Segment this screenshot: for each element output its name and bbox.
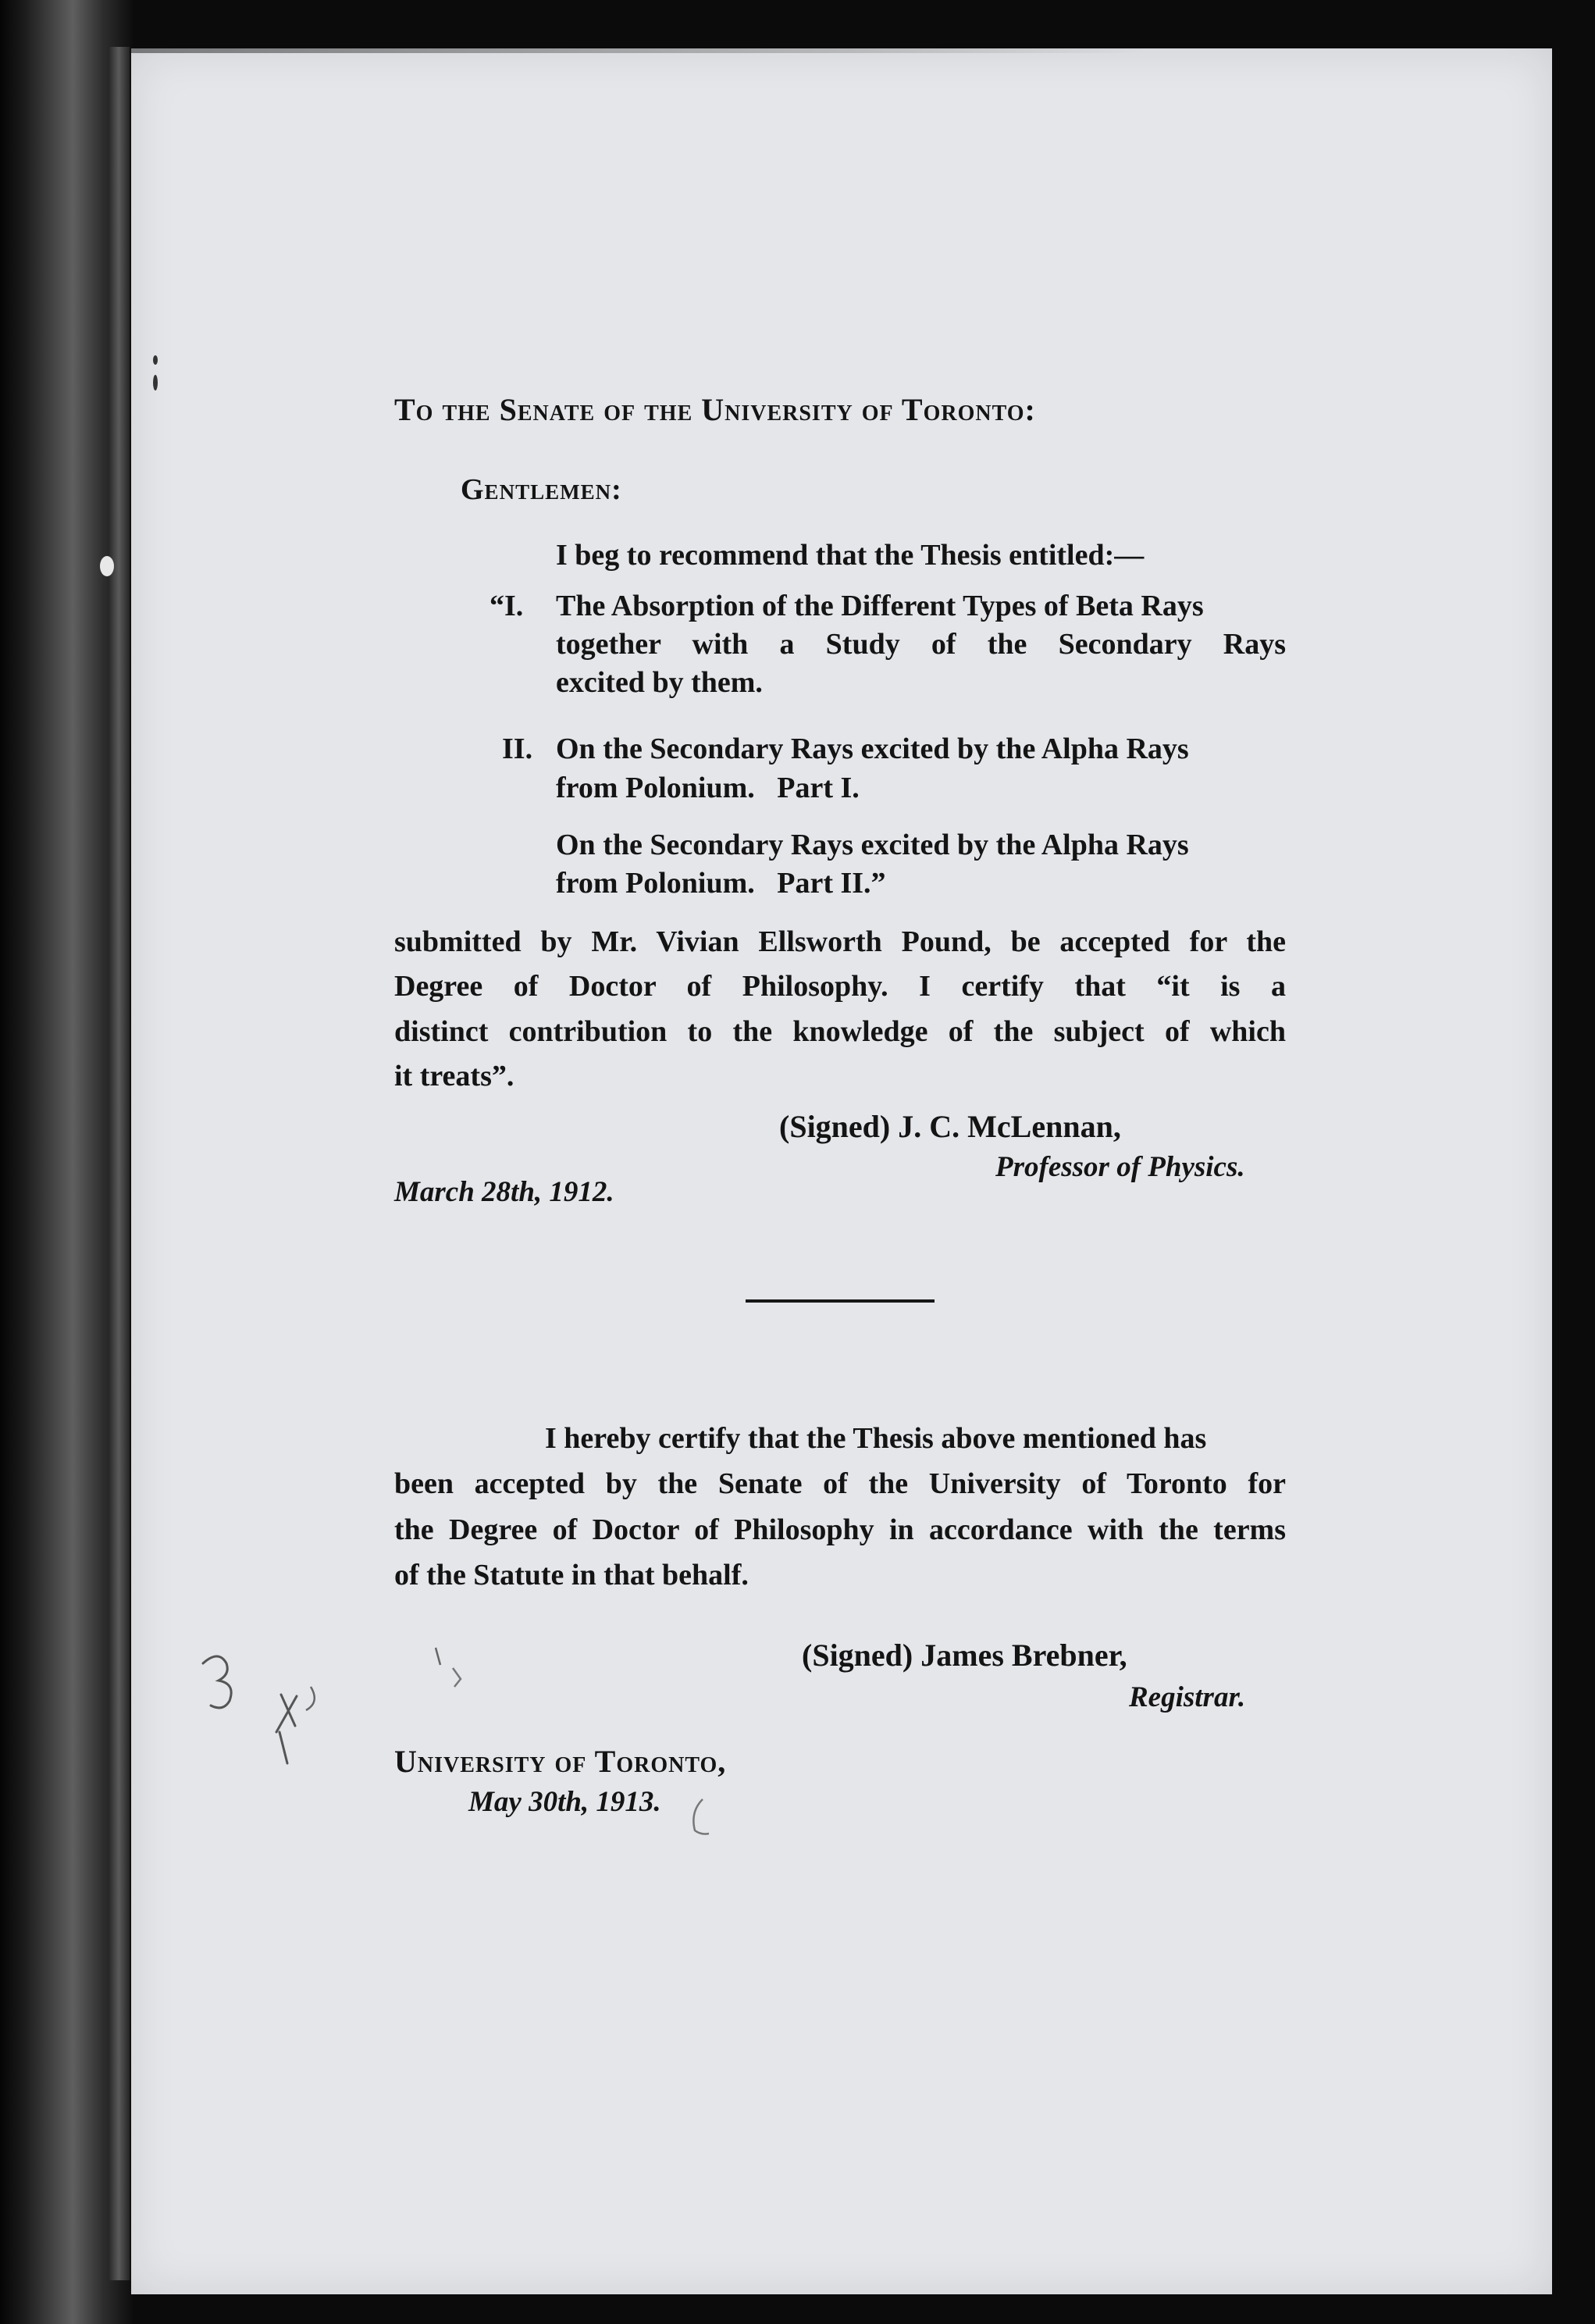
- body-line: distinct contribution to the knowledge of the subject of which: [394, 1015, 1286, 1048]
- certificate-line: I hereby certify that the Thesis above mentioned has: [545, 1422, 1207, 1455]
- signature-brebner: (Signed) James Brebner,: [802, 1638, 1127, 1673]
- ink-speck: [153, 355, 158, 365]
- paper-speck: [100, 556, 114, 576]
- signature-title-registrar: Registrar.: [1129, 1681, 1246, 1713]
- thesis-1-line: The Absorption of the Different Types of Beta Rays: [556, 590, 1204, 622]
- body-line: submitted by Mr. Vivian Ellsworth Pound, be accepted for the: [394, 925, 1286, 958]
- certificate-line: the Degree of Doctor of Philosophy in accordance with the terms: [394, 1513, 1286, 1546]
- thesis-2-line: from Polonium. Part I.: [556, 772, 860, 804]
- university-place: University of Toronto,: [394, 1744, 727, 1779]
- section-divider: [746, 1299, 935, 1303]
- certificate-line: been accepted by the Senate of the University of Toronto for: [394, 1467, 1286, 1500]
- signature-title-professor: Professor of Physics.: [995, 1151, 1245, 1183]
- document-page: [131, 48, 1552, 2294]
- signature-mclennan: (Signed) J. C. McLennan,: [779, 1109, 1121, 1144]
- pencil-bracket: [685, 1795, 717, 1841]
- certificate-line: of the Statute in that behalf.: [394, 1559, 749, 1592]
- thesis-3-line: from Polonium. Part II.”: [556, 867, 886, 900]
- thesis-1-line: together with a Study of the Secondary Rays: [556, 628, 1286, 661]
- thesis-2-number: II.: [502, 732, 533, 765]
- letter-date: March 28th, 1912.: [394, 1176, 614, 1208]
- certificate-date: May 30th, 1913.: [468, 1786, 661, 1818]
- page-top-shadow: [131, 48, 1146, 53]
- body-line: Degree of Doctor of Philosophy. I certify that “it is a: [394, 970, 1286, 1003]
- salutation: Gentlemen:: [461, 473, 622, 506]
- thesis-2-line: On the Secondary Rays excited by the Alpha Rays: [556, 732, 1189, 765]
- body-line: it treats”.: [394, 1060, 514, 1092]
- thesis-1-line: excited by them.: [556, 666, 763, 699]
- binding-edge: [108, 47, 130, 2280]
- thesis-3-line: On the Secondary Rays excited by the Alpha Rays: [556, 829, 1189, 861]
- ink-speck: [153, 375, 158, 390]
- thesis-1-number: “I.: [490, 590, 524, 622]
- pencil-annotation: [187, 1640, 500, 1843]
- address-line: To the Senate of the University of Toronto:: [394, 392, 1036, 427]
- intro-line: I beg to recommend that the Thesis entitled:—: [556, 539, 1145, 572]
